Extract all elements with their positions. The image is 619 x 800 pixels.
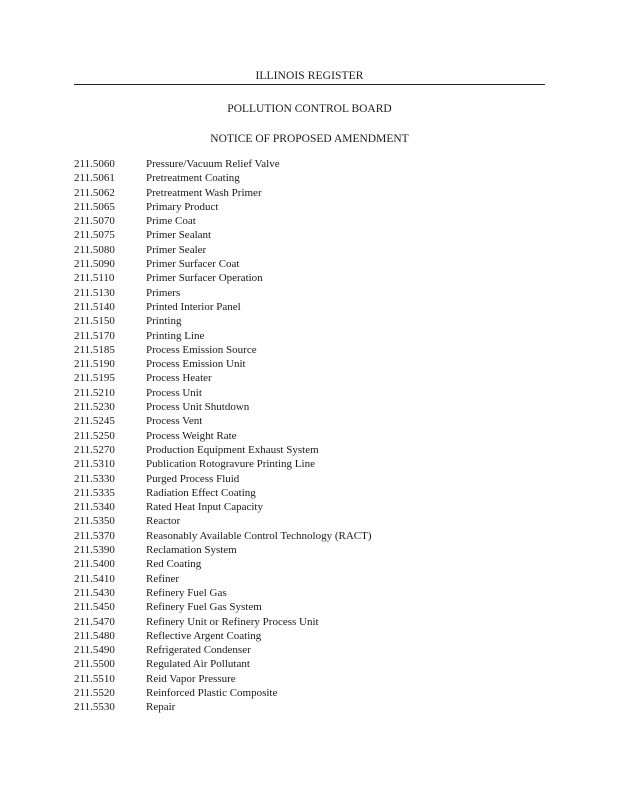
section-term: Radiation Effect Coating (146, 486, 256, 499)
board-title: POLLUTION CONTROL BOARD (227, 103, 392, 115)
section-number: 211.5510 (74, 672, 115, 685)
section-list (74, 157, 545, 715)
section-term: Repair (146, 701, 176, 714)
section-term: Primers (146, 286, 181, 299)
list-item (74, 629, 545, 643)
section-number: 211.5335 (74, 486, 115, 499)
section-term: Pretreatment Coating (146, 172, 240, 185)
section-number: 211.5470 (74, 615, 115, 628)
section-term: Publication Rotogravure Printing Line (146, 458, 315, 471)
section-term: Process Heater (146, 372, 212, 385)
section-number: 211.5400 (74, 558, 115, 571)
list-item (74, 343, 545, 357)
section-term: Primer Surfacer Operation (146, 272, 263, 285)
list-item (74, 300, 545, 314)
section-term: Process Emission Source (146, 343, 257, 356)
section-number: 211.5430 (74, 586, 115, 599)
section-number: 211.5245 (74, 415, 115, 428)
list-item (74, 414, 545, 428)
section-term: Reid Vapor Pressure (146, 672, 236, 685)
section-term: Refinery Fuel Gas (146, 586, 227, 599)
section-number: 211.5530 (74, 701, 115, 714)
section-term: Primer Surfacer Coat (146, 258, 240, 271)
section-number: 211.5075 (74, 229, 115, 242)
section-number: 211.5062 (74, 186, 115, 199)
section-number: 211.5520 (74, 686, 115, 699)
section-term: Purged Process Fluid (146, 472, 240, 485)
section-number: 211.5065 (74, 200, 115, 213)
section-number: 211.5210 (74, 386, 115, 399)
list-item (74, 557, 545, 571)
list-item (74, 686, 545, 700)
section-number: 211.5130 (74, 286, 115, 299)
section-number: 211.5170 (74, 329, 115, 342)
list-item (74, 200, 545, 214)
list-item (74, 186, 545, 200)
section-number: 211.5110 (74, 272, 115, 285)
list-item (74, 329, 545, 343)
section-term: Process Weight Rate (146, 429, 237, 442)
list-item (74, 586, 545, 600)
section-number: 211.5270 (74, 443, 115, 456)
section-term: Reclamation System (146, 544, 237, 557)
section-number: 211.5195 (74, 372, 115, 385)
list-item (74, 371, 545, 385)
list-item (74, 657, 545, 671)
list-item (74, 228, 545, 242)
section-number: 211.5450 (74, 601, 115, 614)
section-term: Printing Line (146, 329, 205, 342)
section-term: Primer Sealer (146, 243, 207, 256)
list-item (74, 271, 545, 285)
section-number: 211.5230 (74, 401, 115, 414)
list-item (74, 529, 545, 543)
section-term: Refinery Unit or Refinery Process Unit (146, 615, 319, 628)
section-term: Refinery Fuel Gas System (146, 601, 262, 614)
section-term: Reactor (146, 515, 181, 528)
header-rule (74, 84, 545, 85)
list-item (74, 214, 545, 228)
list-item (74, 257, 545, 271)
section-term: Rated Heat Input Capacity (146, 501, 263, 514)
list-item (74, 429, 545, 443)
list-item (74, 543, 545, 557)
list-item (74, 486, 545, 500)
section-term: Regulated Air Pollutant (146, 658, 250, 671)
section-number: 211.5061 (74, 172, 115, 185)
section-term: Printed Interior Panel (146, 300, 241, 313)
list-item (74, 615, 545, 629)
register-title: ILLINOIS REGISTER (255, 70, 364, 82)
list-item (74, 514, 545, 528)
section-number: 211.5330 (74, 472, 115, 485)
section-term: Production Equipment Exhaust System (146, 443, 319, 456)
section-term: Printing (146, 315, 182, 328)
section-number: 211.5350 (74, 515, 115, 528)
section-number: 211.5390 (74, 544, 115, 557)
register-header (74, 68, 545, 88)
list-item (74, 243, 545, 257)
section-term: Pressure/Vacuum Relief Valve (146, 158, 280, 170)
list-item (74, 286, 545, 300)
list-item (74, 600, 545, 614)
section-term: Prime Coat (146, 215, 196, 228)
section-term: Primary Product (146, 200, 219, 213)
list-item (74, 643, 545, 657)
section-number: 211.5150 (74, 315, 115, 328)
section-term: Refiner (146, 572, 179, 585)
section-term: Red Coating (146, 558, 202, 571)
section-number: 211.5480 (74, 629, 115, 642)
notice-title: NOTICE OF PROPOSED AMENDMENT (210, 133, 409, 145)
section-number: 211.5500 (74, 658, 115, 671)
list-item (74, 386, 545, 400)
section-term: Process Unit (146, 386, 202, 399)
list-item (74, 700, 545, 714)
list-item (74, 572, 545, 586)
list-item (74, 400, 545, 414)
list-item (74, 157, 545, 171)
section-term: Process Vent (146, 415, 203, 428)
section-term: Process Unit Shutdown (146, 401, 250, 414)
section-term: Process Emission Unit (146, 358, 246, 371)
list-item (74, 357, 545, 371)
section-number: 211.5185 (74, 343, 115, 356)
section-term: Reasonably Available Control Technology (RACT) (146, 529, 372, 542)
section-term: Primer Sealant (146, 229, 212, 242)
section-term: Pretreatment Wash Primer (146, 186, 262, 199)
list-item (74, 443, 545, 457)
section-number: 211.5060 (74, 158, 115, 170)
list-item (74, 472, 545, 486)
list-item (74, 314, 545, 328)
section-number: 211.5410 (74, 572, 115, 585)
section-number: 211.5190 (74, 358, 115, 371)
section-number: 211.5310 (74, 458, 115, 471)
section-term: Reinforced Plastic Composite (146, 686, 278, 699)
section-number: 211.5140 (74, 300, 115, 313)
section-number: 211.5340 (74, 501, 115, 514)
section-number: 211.5370 (74, 529, 115, 542)
list-item (74, 672, 545, 686)
section-number: 211.5250 (74, 429, 115, 442)
section-term: Refrigerated Condenser (146, 644, 251, 657)
section-number: 211.5080 (74, 243, 115, 256)
section-term: Reflective Argent Coating (146, 629, 262, 642)
section-number: 211.5070 (74, 215, 115, 228)
list-item (74, 457, 545, 471)
list-item (74, 500, 545, 514)
section-number: 211.5490 (74, 644, 115, 657)
section-number: 211.5090 (74, 258, 115, 271)
list-item (74, 171, 545, 185)
